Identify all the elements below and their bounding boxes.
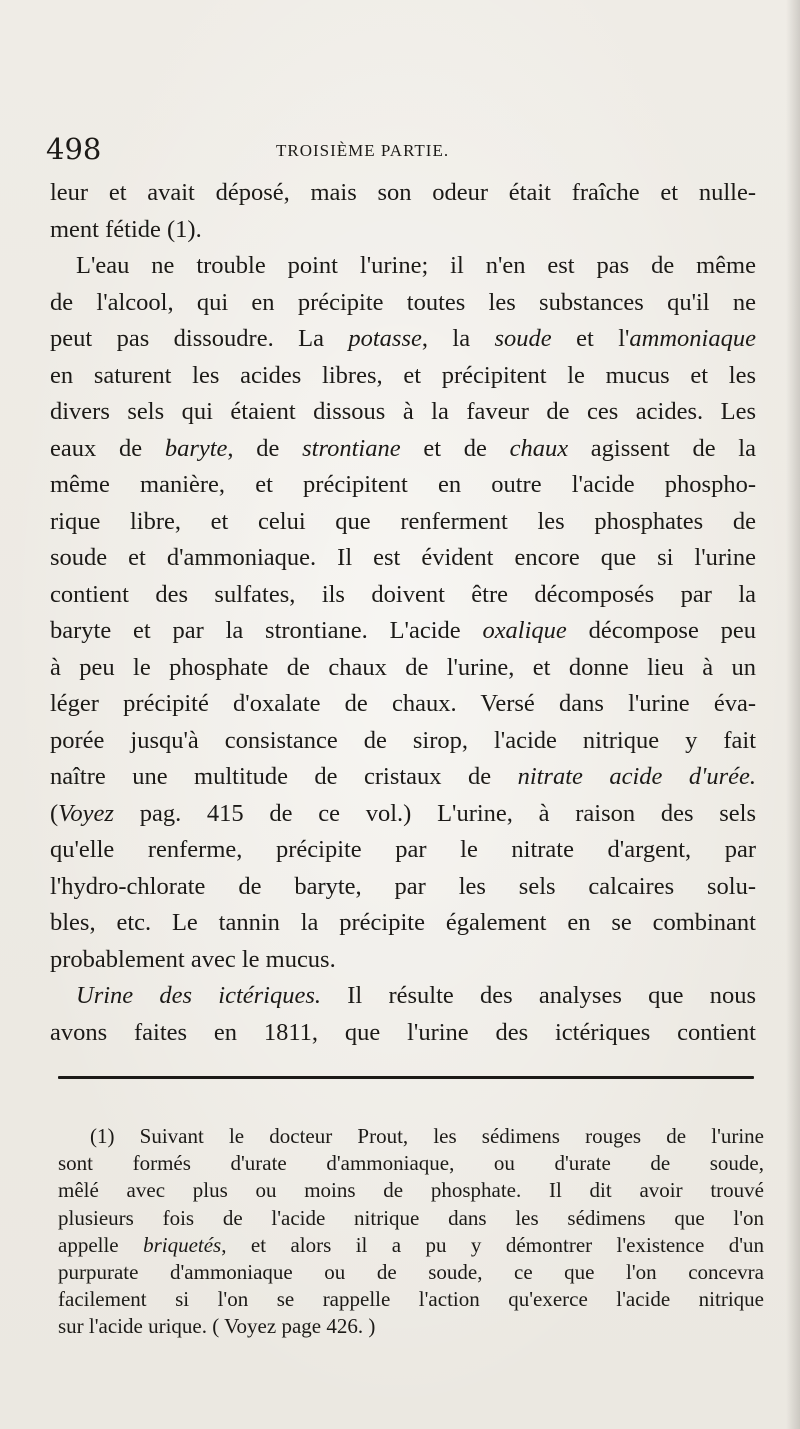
text-line — [50, 905, 756, 942]
footnote-line — [58, 1286, 764, 1313]
text-run: facilement si l'on se rappelle l'action qu'exerce l'acide nitrique — [58, 1287, 764, 1312]
text-run: porée jusqu'à consistance de sirop, l'acide nitrique y fait — [50, 726, 756, 754]
text-line — [50, 686, 756, 723]
text-line — [50, 577, 756, 614]
text-run: baryte et par la strontiane. L'acide — [50, 617, 483, 644]
text-run: ment fétide (1). — [50, 215, 202, 243]
text-run: , et alors il a pu y démontrer l'existence d'un — [221, 1232, 764, 1257]
italic-term: ammoniaque — [629, 325, 756, 352]
italic-term: Voyez — [58, 799, 114, 827]
text-run: pag. 415 de ce vol.) L'urine, à raison des sels — [113, 799, 756, 827]
text-run: avons faites en 1811, que l'urine des ictériques contient — [50, 1018, 756, 1046]
text-run: rique libre, et celui que renferment les phosphates de — [50, 507, 756, 535]
text-run: naître une multitude de cristaux de — [50, 763, 518, 790]
page-edge-shadow — [786, 0, 800, 1429]
text-line — [50, 212, 756, 249]
running-head: TROISIÈME PARTIE. — [276, 141, 450, 160]
italic-term: strontiane — [302, 434, 401, 462]
italic-term: chaux — [509, 434, 569, 462]
text-run: appelle — [58, 1232, 144, 1257]
text-run: L'eau ne trouble point l'urine; il n'en est pas de même — [76, 252, 756, 279]
text-line — [50, 175, 756, 212]
text-run: décompose peu — [566, 617, 756, 644]
text-run: (1) Suivant le docteur Prout, les sédimens rouges de l'urine — [90, 1124, 764, 1148]
footnote-separator-rule — [58, 1076, 754, 1079]
italic-term: potasse — [348, 325, 422, 352]
footnote-line — [58, 1205, 764, 1232]
text-run: à peu le phosphate de chaux de l'urine, et donne lieu à un — [50, 653, 756, 681]
text-run: leur et avait déposé, mais son odeur était fraîche et nulle- — [50, 179, 756, 206]
text-run: de l'alcool, qui en précipite toutes les substances qu'il ne — [50, 288, 756, 316]
text-line — [50, 248, 756, 285]
text-line — [50, 978, 756, 1015]
text-line — [50, 759, 756, 796]
text-run: plusieurs fois de l'acide nitrique dans les sédimens que l'on — [58, 1205, 764, 1230]
italic-term: soude — [494, 325, 552, 352]
italic-term: oxalique — [482, 617, 567, 644]
text-run: mêlé avec plus ou moins de phosphate. Il dit avoir trouvé — [58, 1178, 764, 1203]
text-run: même manière, et précipitent en outre l'acide phospho- — [50, 471, 756, 498]
text-line — [50, 613, 756, 650]
text-run: probablement avec le mucus. — [50, 945, 336, 973]
footnote-line — [58, 1259, 764, 1286]
text-line — [50, 723, 756, 760]
text-run: sur l'acide urique. ( Voyez page 426. ) — [58, 1314, 376, 1339]
text-run: divers sels qui étaient dissous à la faveur de ces acides. Les — [50, 398, 756, 425]
text-line — [50, 540, 756, 577]
text-run: agissent de la — [568, 434, 756, 462]
text-run: l'hydro-chlorate de baryte, par les sels calcaires solu- — [50, 872, 756, 900]
text-run: eaux de — [50, 434, 165, 462]
text-line — [50, 832, 756, 869]
text-line — [50, 358, 756, 395]
text-run: peut pas dissoudre. La — [50, 325, 349, 352]
italic-term: briquetés — [143, 1232, 222, 1257]
main-text — [50, 175, 756, 1051]
footnote-line — [58, 1313, 764, 1340]
text-run: , la — [421, 325, 495, 352]
text-run: , de — [227, 434, 303, 462]
text-line — [50, 504, 756, 541]
text-run: bles, etc. Le tannin la précipite également en se combinant — [50, 909, 756, 936]
text-line — [50, 650, 756, 687]
italic-term: Urine des ictériques. — [76, 982, 322, 1009]
page-number: 498 — [46, 132, 102, 166]
footnote — [58, 1123, 764, 1341]
footnote-line — [58, 1232, 764, 1259]
footnote-line — [58, 1177, 764, 1204]
text-run: purpurate d'ammoniaque ou de soude, ce que l'on concevra — [58, 1259, 764, 1284]
text-line — [50, 394, 756, 431]
text-line — [50, 285, 756, 322]
text-line — [50, 942, 756, 979]
text-run: ( — [50, 799, 59, 827]
text-run: sont formés d'urate d'ammoniaque, ou d'urate de soude, — [58, 1151, 764, 1176]
italic-term: nitrate acide d'urée. — [517, 763, 756, 790]
text-run: contient des sulfates, ils doivent être décomposés par la — [50, 580, 756, 608]
text-run: léger précipité d'oxalate de chaux. Versé dans l'urine éva- — [50, 690, 756, 717]
text-line — [50, 431, 756, 468]
footnote-line — [58, 1123, 764, 1150]
italic-term: baryte — [164, 434, 228, 462]
text-run: et de — [400, 434, 510, 462]
text-line — [50, 467, 756, 504]
text-run: soude et d'ammoniaque. Il est évident encore que si l'urine — [50, 544, 756, 571]
text-line — [50, 321, 756, 358]
text-run: qu'elle renferme, précipite par le nitrate d'argent, par — [50, 836, 756, 863]
text-line — [50, 869, 756, 906]
text-run: en saturent les acides libres, et précipitent le mucus et les — [50, 361, 756, 389]
text-line — [50, 796, 756, 833]
text-run: Il résulte des analyses que nous — [321, 982, 756, 1009]
page-header — [46, 132, 758, 172]
text-run: et l' — [551, 325, 630, 352]
footnote-line — [58, 1150, 764, 1177]
text-line — [50, 1015, 756, 1052]
